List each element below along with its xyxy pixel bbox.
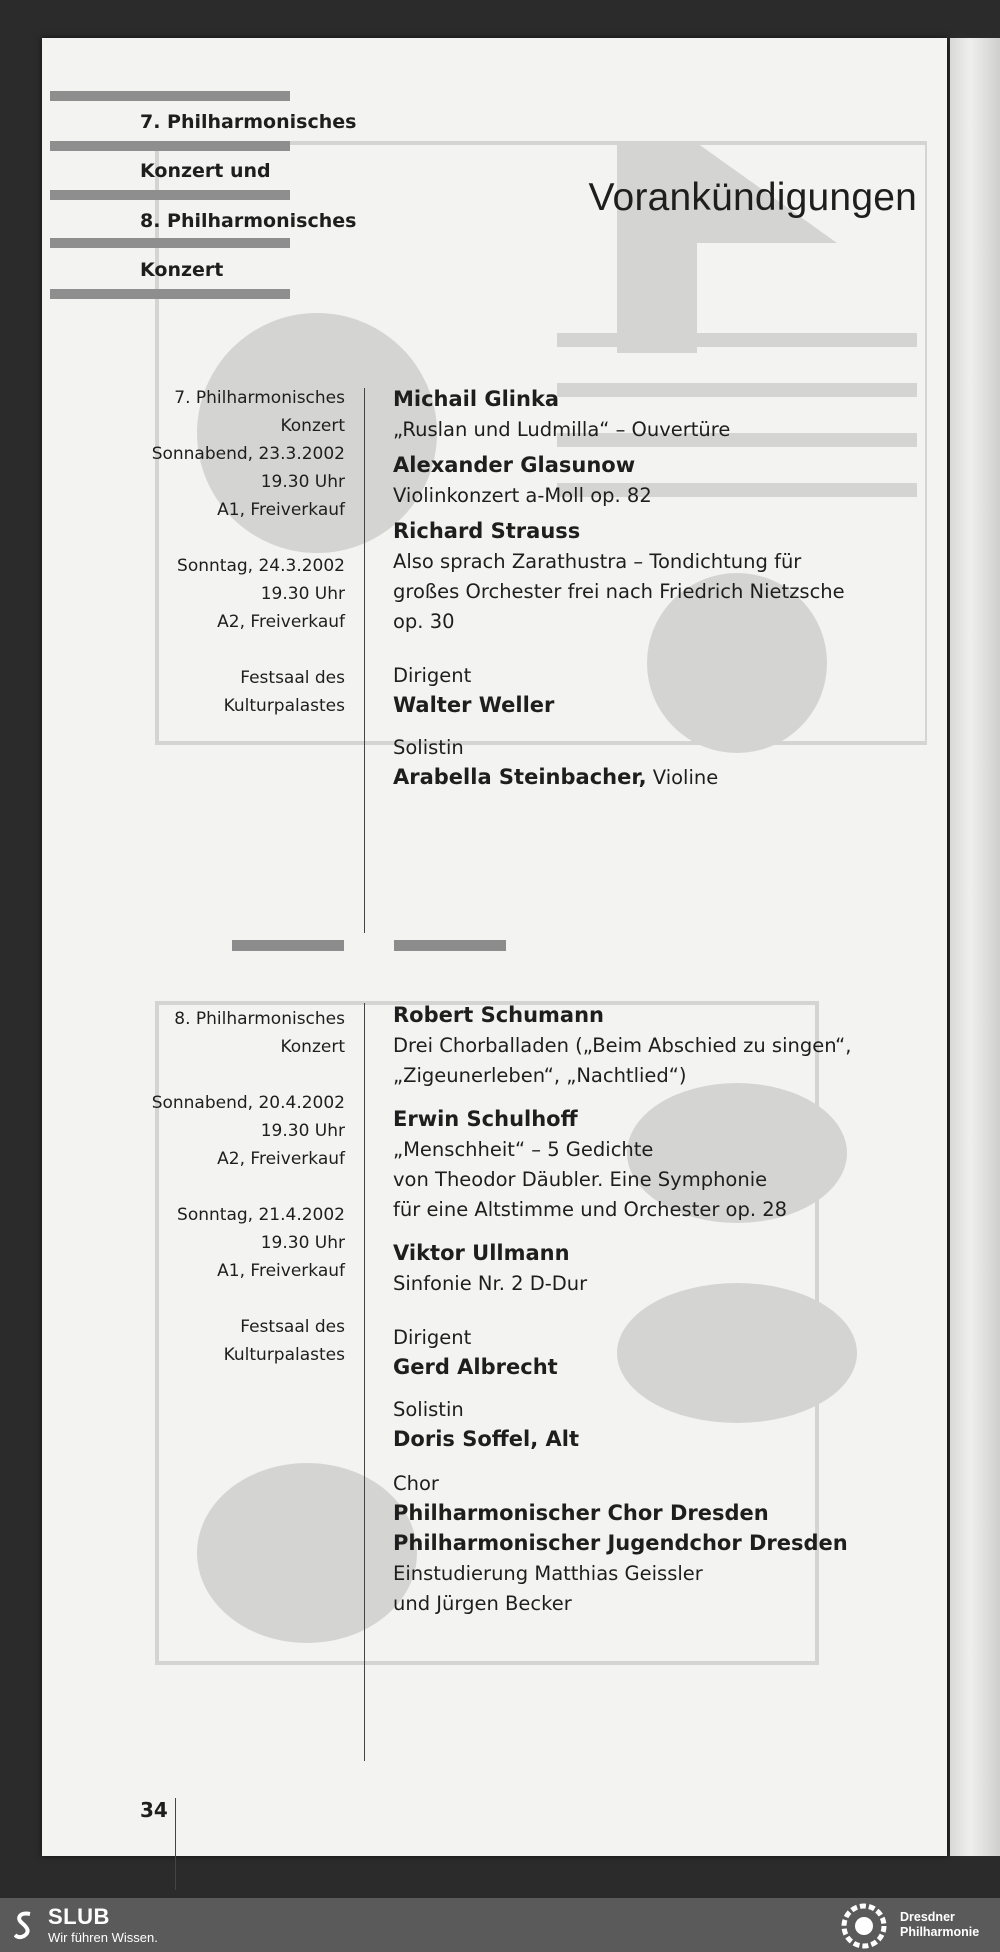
program-line	[393, 1060, 933, 1090]
performer-or-composer	[393, 1352, 933, 1382]
line-text: großes Orchester frei nach Friedrich Nietzsche	[393, 580, 845, 603]
performer-or-composer	[393, 384, 933, 414]
detail-line: Festsaal des	[240, 668, 345, 688]
program-line	[393, 660, 933, 690]
detail-line: 19.30 Uhr	[260, 1121, 345, 1141]
header-bar	[50, 141, 290, 151]
detail-line	[142, 1173, 345, 1201]
performer-or-composer	[393, 1238, 933, 1268]
column-divider	[364, 1003, 365, 1761]
program-line	[393, 1558, 933, 1588]
header-line: Konzert und	[140, 160, 271, 182]
line-text: „Ruslan und Ludmilla“ – Ouvertüre	[393, 418, 731, 441]
dp-line1: Dresdner	[900, 1910, 955, 1924]
detail-line: 7. Philharmonisches	[174, 388, 345, 408]
detail-line: Konzert	[280, 416, 345, 436]
line-text: Chor	[393, 1472, 439, 1495]
line-text: Philharmonischer Chor Dresden	[393, 1501, 769, 1525]
line-text: von Theodor Däubler. Eine Symphonie	[393, 1168, 768, 1191]
line-text: Erwin Schulhoff	[393, 1107, 578, 1131]
program-line	[393, 546, 933, 576]
line-text: Philharmonischer Jugendchor Dresden	[393, 1531, 848, 1555]
column-divider	[364, 388, 365, 933]
performer-or-composer	[393, 1498, 933, 1528]
detail-line: Kulturpalastes	[223, 1345, 345, 1365]
line-text: Viktor Ullmann	[393, 1241, 570, 1265]
header-bar	[50, 238, 290, 248]
program-line	[393, 1134, 933, 1164]
program-line	[393, 1268, 933, 1298]
line-text: Violinkonzert a-Moll op. 82	[393, 484, 652, 507]
line-text: op. 30	[393, 610, 455, 633]
header-line: Konzert	[140, 259, 224, 281]
line-text: Gerd Albrecht	[393, 1355, 558, 1379]
program-line	[393, 606, 933, 636]
header-line: 8. Philharmonisches	[140, 210, 357, 232]
line-text: Walter Weller	[393, 693, 555, 717]
header-bar	[50, 91, 290, 101]
performer-or-composer	[393, 690, 933, 720]
line-text: und Jürgen Becker	[393, 1592, 572, 1615]
page-number: 34	[140, 1798, 168, 1822]
slub-logo-icon	[14, 1910, 34, 1940]
performer-or-composer	[393, 762, 933, 792]
dresdner-philharmonie-name	[900, 1910, 979, 1940]
program-line	[393, 576, 933, 606]
detail-line: 8. Philharmonisches	[174, 1009, 345, 1029]
detail-line: Sonntag, 24.3.2002	[177, 556, 345, 576]
document-page	[42, 38, 947, 1856]
line-text: Einstudierung Matthias Geissler	[393, 1562, 703, 1585]
section-separator	[232, 940, 344, 951]
program-line	[393, 1164, 933, 1194]
header-bar	[50, 190, 290, 200]
dp-line2: Philharmonie	[900, 1925, 980, 1939]
program-line	[393, 1588, 933, 1618]
detail-line	[142, 1061, 345, 1089]
line-text: für eine Altstimme und Orchester op. 28	[393, 1198, 788, 1221]
line-text: Michail Glinka	[393, 387, 560, 411]
detail-line: Sonntag, 21.4.2002	[177, 1205, 345, 1225]
line-text: Solistin	[393, 736, 464, 759]
line-text: Dirigent	[393, 1326, 472, 1349]
performer-or-composer	[393, 516, 933, 546]
detail-line: A1, Freiverkauf	[217, 500, 345, 520]
concert7-details	[142, 384, 345, 720]
line-text: Sinfonie Nr. 2 D-Dur	[393, 1272, 588, 1295]
line-text: „Menschheit“ – 5 Gedichte	[393, 1138, 654, 1161]
program-line	[393, 1030, 933, 1060]
performer-or-composer	[393, 1104, 933, 1134]
detail-line: A2, Freiverkauf	[217, 1149, 345, 1169]
concert8-details	[142, 1005, 345, 1369]
viewer-footer	[0, 1898, 1000, 1952]
line-text: Arabella Steinbacher,	[393, 765, 647, 789]
line-text: Richard Strauss	[393, 519, 581, 543]
detail-line	[142, 524, 345, 552]
header-line: 7. Philharmonisches	[140, 111, 357, 133]
concert7-program	[393, 384, 933, 792]
line-suffix: Violine	[646, 766, 719, 789]
line-text: Robert Schumann	[393, 1003, 605, 1027]
program-line	[393, 1394, 933, 1424]
header-bar	[50, 289, 290, 299]
detail-line: Konzert	[280, 1037, 345, 1057]
line-text: Dirigent	[393, 664, 472, 687]
performer-or-composer	[393, 450, 933, 480]
program-line	[393, 480, 933, 510]
performer-or-composer	[393, 1528, 933, 1558]
detail-line: Kulturpalastes	[223, 696, 345, 716]
detail-line	[142, 1285, 345, 1313]
detail-line: Sonnabend, 23.3.2002	[151, 444, 345, 464]
detail-line: A2, Freiverkauf	[217, 612, 345, 632]
section-separator	[394, 940, 506, 951]
page-title: Vorankündigungen	[588, 176, 917, 219]
program-line	[393, 414, 933, 444]
program-line	[393, 732, 933, 762]
detail-line: 19.30 Uhr	[260, 472, 345, 492]
program-line	[393, 1194, 933, 1224]
line-text: Drei Chorballaden („Beim Abschied zu singen“,	[393, 1034, 852, 1057]
line-text: „Zigeunerleben“, „Nachtlied“)	[393, 1064, 687, 1087]
concert8-program	[393, 1000, 933, 1618]
adjacent-page-edge	[950, 38, 1000, 1856]
line-text: Doris Soffel, Alt	[393, 1427, 580, 1451]
line-text: Alexander Glasunow	[393, 453, 636, 477]
detail-line: Sonnabend, 20.4.2002	[151, 1093, 345, 1113]
program-line	[393, 1468, 933, 1498]
page-number-rule	[175, 1798, 176, 1890]
detail-line: Festsaal des	[240, 1317, 345, 1337]
performer-or-composer	[393, 1424, 933, 1454]
program-line	[393, 1322, 933, 1352]
performer-or-composer	[393, 1000, 933, 1030]
dresdner-philharmonie-logo-icon	[840, 1902, 888, 1950]
slub-name: SLUB	[48, 1904, 110, 1929]
detail-line: 19.30 Uhr	[260, 584, 345, 604]
line-text: Solistin	[393, 1398, 464, 1421]
detail-line	[142, 636, 345, 664]
detail-line: 19.30 Uhr	[260, 1233, 345, 1253]
line-text: Also sprach Zarathustra – Tondichtung für	[393, 550, 802, 573]
slub-claim: Wir führen Wissen.	[48, 1930, 158, 1945]
detail-line: A1, Freiverkauf	[217, 1261, 345, 1281]
